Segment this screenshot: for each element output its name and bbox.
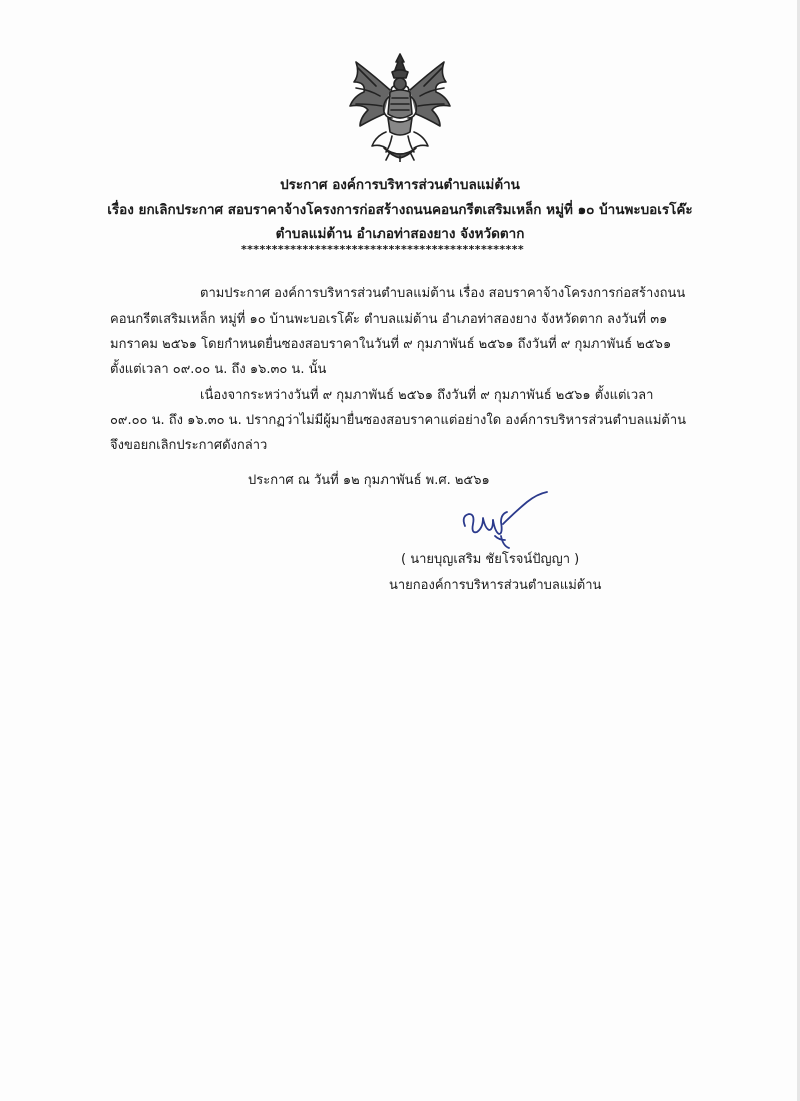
paragraph1-line4: ตั้งแต่เวลา ๐๙.๐๐ น. ถึง ๑๖.๓๐ น. นั้น bbox=[110, 362, 327, 377]
announcement-subject: เรื่อง ยกเลิกประกาศ สอบราคาจ้างโครงการก่อสร้างถนนคอนกรีตเสริมเหล็ก หมู่ที่ ๑๐ บ้านพะบอเรโค๊ะ bbox=[107, 202, 693, 218]
paragraph2-line3: จึงขอยกเลิกประกาศดังกล่าว bbox=[110, 438, 268, 453]
paragraph1-line1: ตามประกาศ องค์การบริหารส่วนตำบลแม่ต้าน เรื่อง สอบราคาจ้างโครงการก่อสร้างถนน bbox=[200, 286, 686, 301]
announcement-location: ตำบลแม่ต้าน อำเภอท่าสองยาง จังหวัดตาก bbox=[275, 226, 525, 242]
signer-title: นายกองค์การบริหารส่วนตำบลแม่ต้าน bbox=[389, 578, 602, 593]
announcement-date: ประกาศ ณ วันที่ ๑๒ กุมภาพันธ์ พ.ศ. ๒๕๖๑ bbox=[248, 473, 490, 488]
signer-name: ( นายบุญเสริม ชัยโรจน์ปัญญา ) bbox=[401, 552, 580, 567]
paragraph2-line1: เนื่องจากระหว่างวันที่ ๙ กุมภาพันธ์ ๒๕๖๑ ถึงวันที่ ๙ กุมภาพันธ์ ๒๕๖๑ ตั้งแต่เวลา bbox=[200, 388, 654, 403]
paragraph1-line2: คอนกรีตเสริมเหล็ก หมู่ที่ ๑๐ บ้านพะบอเรโค๊ะ ตำบลแม่ต้าน อำเภอท่าสองยาง จังหวัดตาก ลงวันที่ ๓๑ bbox=[110, 312, 668, 327]
paragraph2-line2: ๐๙.๐๐ น. ถึง ๑๖.๓๐ น. ปรากฏว่าไม่มีผู้มายื่นซองสอบราคาแต่อย่างใด องค์การบริหารส่วนตำบลแม่ต้าน bbox=[110, 413, 687, 428]
announcement-title: ประกาศ องค์การบริหารส่วนตำบลแม่ต้าน bbox=[280, 177, 520, 193]
header-separator: ********************************************** bbox=[241, 243, 525, 256]
garuda-emblem-icon bbox=[346, 52, 454, 162]
handwritten-signature-icon bbox=[455, 490, 565, 550]
paragraph1-line3: มกราคม ๒๕๖๑ โดยกำหนดยื่นซองสอบราคาในวันที่ ๙ กุมภาพันธ์ ๒๕๖๑ ถึงวันที่ ๙ กุมภาพันธ์ ๒๕๖๑ bbox=[110, 337, 672, 352]
